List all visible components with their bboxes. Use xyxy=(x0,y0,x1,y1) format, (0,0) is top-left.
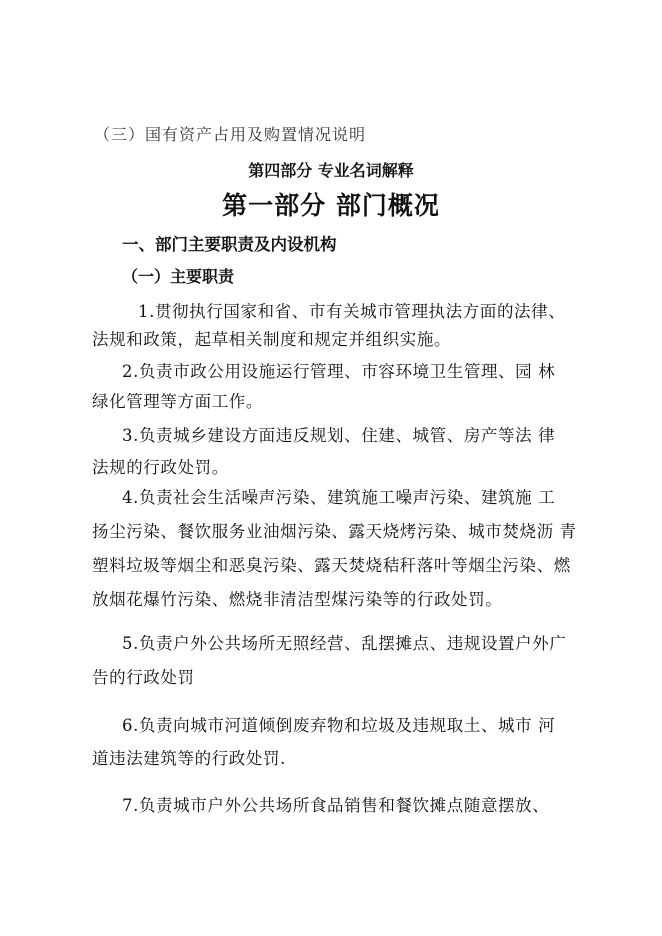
duty-4-line-3: 塑料垃圾等烟尘和恶臭污染、露天焚烧秸秆落叶等烟尘污染、燃 xyxy=(92,556,571,575)
duty-2-line-2: 绿化管理等方面工作。 xyxy=(92,392,263,411)
duty-6-line-1: 6.负责向城市河道倾倒废弃物和垃圾及违规取土、城市 河 xyxy=(122,716,556,735)
subsection1-title: （一）主要职责 xyxy=(122,267,235,286)
duty-4-line-2: 扬尘污染、餐饮服务业油烟污染、露天烧烤污染、城市焚烧沥 青 xyxy=(92,522,577,541)
toc-part4-heading: 第四部分 专业名词解释 xyxy=(248,161,414,180)
section1-title: 一、部门主要职责及内设机构 xyxy=(122,235,337,254)
duty-4-line-4: 放烟花爆竹污染、燃烧非清洁型煤污染等的行政处罚。 xyxy=(92,590,503,609)
duty-3-line-1: 3.负责城乡建设方面违反规划、住建、城管、房产等法 律 xyxy=(122,426,556,445)
duty-1-line-1: 1.贯彻执行国家和省、市有关城市管理执法方面的法律、 xyxy=(138,302,566,321)
toc-item-state-assets: （三）国有资产占用及购置情况说明 xyxy=(94,125,367,144)
duty-2-line-1: 2.负责市政公用设施运行管理、市容环境卫生管理、园 林 xyxy=(122,362,556,381)
duty-3-line-2: 法规的行政处罚。 xyxy=(92,458,229,477)
duty-4-line-1: 4.负责社会生活噪声污染、建筑施工噪声污染、建筑施 工 xyxy=(122,488,556,507)
duty-6-line-2: 道违法建筑等的行政处罚. xyxy=(92,749,286,768)
duty-7-line-1: 7.负责城市户外公共场所食品销售和餐饮摊点随意摆放、 xyxy=(122,796,550,815)
duty-1-line-2: 法规和政策，起草相关制度和规定并组织实施。 xyxy=(92,330,452,349)
duty-5-line-1: 5.负责户外公共场所无照经营、乱摆摊点、违规设置户外广 xyxy=(122,634,567,653)
part1-title: 第一部分 部门概况 xyxy=(222,191,440,220)
duty-5-line-2: 告的行政处罚 xyxy=(92,668,195,687)
